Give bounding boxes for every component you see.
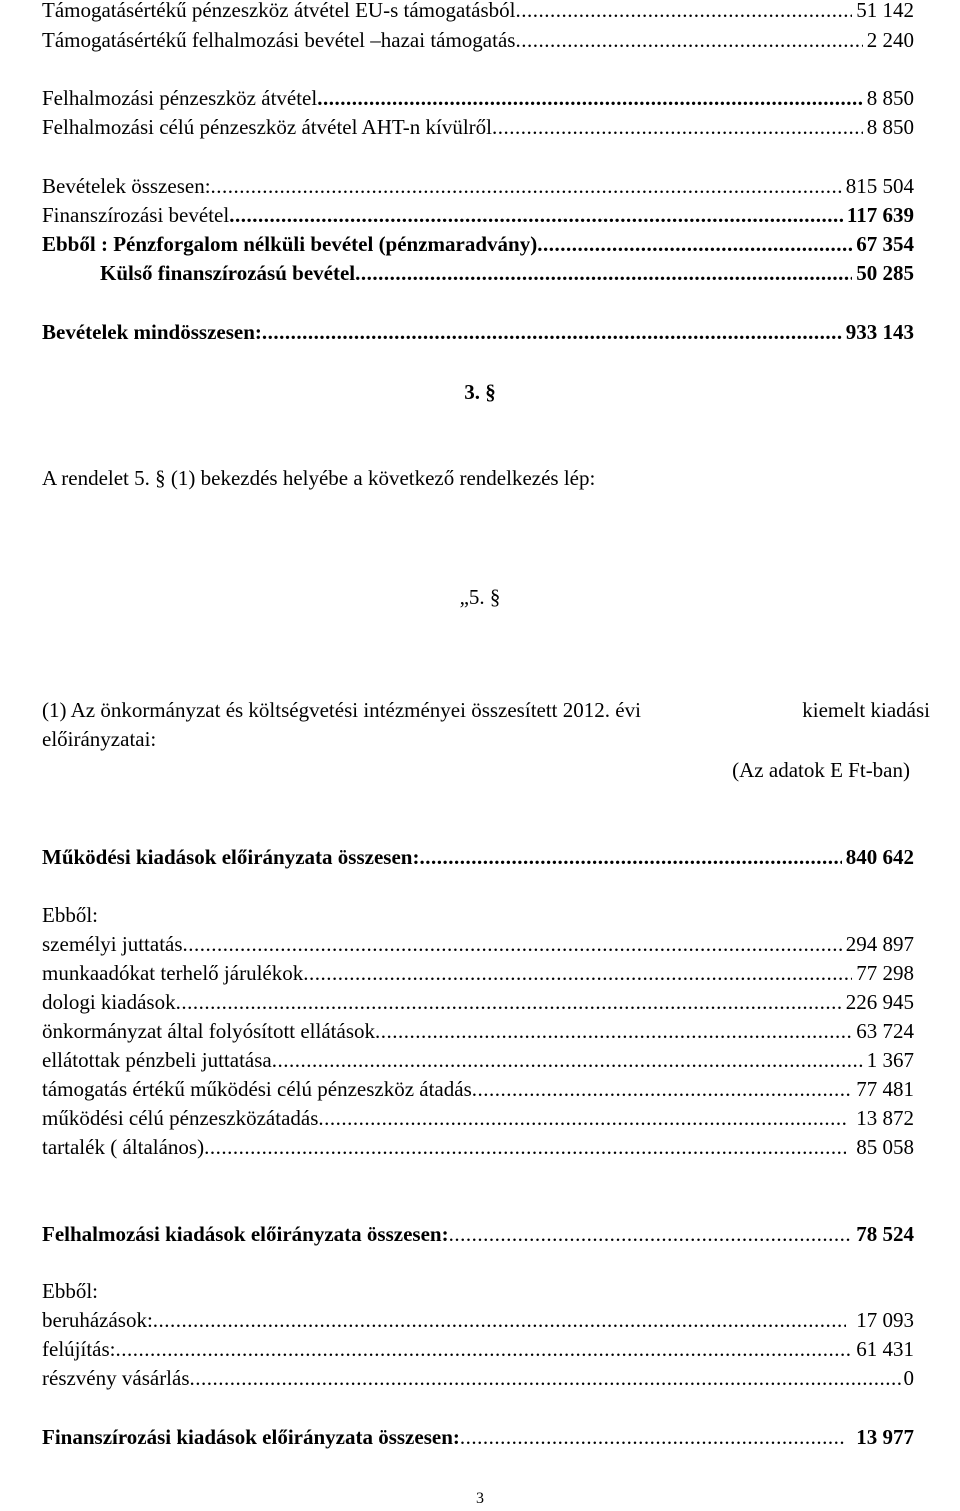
dot-leader (317, 84, 863, 112)
line-label: Bevételek mindösszesen: (42, 320, 262, 344)
operating-item (42, 1075, 914, 1103)
revenue-line-eu-support (42, 0, 914, 24)
financing-total (42, 1423, 914, 1451)
section-heading: 3. § (464, 380, 496, 404)
operating-item (42, 1133, 914, 1161)
dot-leader (515, 26, 862, 54)
dot-leader (460, 1423, 846, 1451)
line-value: 50 285 (856, 261, 914, 285)
line-value: 8 850 (866, 115, 914, 139)
dot-leader (262, 318, 842, 346)
dot-leader (355, 259, 852, 287)
dot-leader (492, 113, 863, 141)
paragraph-line-2: előirányzatai: (42, 727, 157, 751)
line-label: Finanszírozási bevétel (42, 203, 230, 227)
operating-item (42, 930, 914, 958)
dot-leader (229, 201, 843, 229)
line-label: dologi kiadások (42, 990, 176, 1014)
line-value: 78 524 (856, 1222, 914, 1246)
dot-leader (190, 1364, 904, 1392)
line-value: 85 058 (856, 1135, 914, 1159)
dot-leader (537, 230, 852, 258)
line-value: 63 724 (856, 1019, 914, 1043)
line-label: részvény vásárlás (42, 1366, 190, 1390)
revenue-line-capital-transfer-external (42, 113, 914, 141)
capital-item (42, 1306, 914, 1334)
operating-item (42, 1046, 914, 1074)
dot-leader (449, 1220, 853, 1248)
operating-item (42, 988, 914, 1016)
line-label: Bevételek összesen: (42, 174, 211, 198)
line-value: 61 431 (856, 1337, 914, 1361)
capital-item (42, 1364, 914, 1392)
paragraph-text-left: (1) Az önkormányzat és költségvetési intézményei összesített 2012. évi (42, 698, 641, 722)
line-label: felújítás: (42, 1337, 116, 1361)
line-value: 117 639 (846, 203, 914, 227)
operating-item (42, 1104, 914, 1132)
line-value: 0 (903, 1366, 914, 1390)
line-value: 51 142 (856, 0, 914, 22)
operating-item (42, 959, 914, 987)
line-value: 226 945 (845, 990, 914, 1014)
line-label: Támogatásértékű felhalmozási bevétel –hazai támogatás (42, 28, 516, 52)
line-label: Felhalmozási kiadások előirányzata összesen: (42, 1222, 449, 1246)
line-value: 17 093 (856, 1308, 914, 1332)
operating-of-which: Ebből: (42, 903, 98, 927)
capital-total (42, 1220, 914, 1248)
line-label: Finanszírozási kiadások előirányzata összesen: (42, 1425, 460, 1449)
line-value: 8 850 (866, 86, 914, 110)
dot-leader (272, 1046, 863, 1074)
revenue-line-grand-total (42, 318, 914, 346)
operating-total (42, 843, 914, 871)
dot-leader (318, 1104, 846, 1132)
line-value: 815 504 (845, 174, 914, 198)
line-label: ellátottak pénzbeli juttatása (42, 1048, 272, 1072)
revenue-line-capital-transfer (42, 84, 914, 112)
line-label: Felhalmozási célú pénzeszköz átvétel AHT-n kívülről (42, 115, 493, 139)
dot-leader (303, 959, 852, 987)
dot-leader (204, 1133, 846, 1161)
line-value: 2 240 (866, 28, 914, 52)
revenue-line-financing (42, 201, 914, 229)
paragraph-text-right: kiemelt kiadási (802, 698, 930, 722)
capital-of-which: Ebből: (42, 1279, 98, 1303)
dot-leader (419, 843, 841, 871)
dot-leader (153, 1306, 846, 1334)
revenue-line-residual (42, 230, 914, 258)
paragraph-line-1 (42, 696, 930, 724)
revenue-line-external-financing (100, 259, 914, 287)
line-value: 1 367 (866, 1048, 914, 1072)
line-label: támogatás értékű működési célú pénzeszköz átadás (42, 1077, 472, 1101)
dot-leader (183, 930, 842, 958)
line-label: tartalék ( általános) (42, 1135, 205, 1159)
line-value: 13 872 (856, 1106, 914, 1130)
line-value: 13 977 (856, 1425, 914, 1449)
dot-leader (211, 172, 842, 200)
amendment-intro: A rendelet 5. § (1) bekezdés helyébe a következő rendelkezés lép: (42, 466, 596, 490)
line-label: működési célú pénzeszközátadás (42, 1106, 319, 1130)
line-label: munkaadókat terhelő járulékok (42, 961, 304, 985)
line-value: 77 481 (856, 1077, 914, 1101)
line-value: 933 143 (845, 320, 914, 344)
line-value: 840 642 (845, 845, 914, 869)
line-value: 67 354 (856, 232, 914, 256)
line-value: 294 897 (845, 932, 914, 956)
unit-note: (Az adatok E Ft-ban) (732, 758, 910, 782)
line-label: Működési kiadások előirányzata összesen: (42, 845, 420, 869)
quoted-section-number: „5. § (459, 585, 501, 609)
line-label: Felhalmozási pénzeszköz átvétel (42, 86, 318, 110)
revenue-line-total (42, 172, 914, 200)
page-number: 3 (476, 1490, 484, 1507)
dot-leader (375, 1017, 852, 1045)
dot-leader (176, 988, 842, 1016)
dot-leader (115, 1335, 852, 1363)
capital-item (42, 1335, 914, 1363)
line-label: Ebből : Pénzforgalom nélküli bevétel (pénzmaradvány) (42, 232, 538, 256)
dot-leader (472, 1075, 853, 1103)
line-label: Külső finanszírozású bevétel (100, 261, 356, 285)
revenue-line-domestic-support (42, 26, 914, 54)
line-label: személyi juttatás (42, 932, 183, 956)
operating-item (42, 1017, 914, 1045)
line-value: 77 298 (856, 961, 914, 985)
dot-leader (515, 0, 852, 24)
line-label: beruházások: (42, 1308, 153, 1332)
line-label: Támogatásértékű pénzeszköz átvétel EU-s támogatásból (42, 0, 516, 22)
line-label: önkormányzat által folyósított ellátások (42, 1019, 375, 1043)
